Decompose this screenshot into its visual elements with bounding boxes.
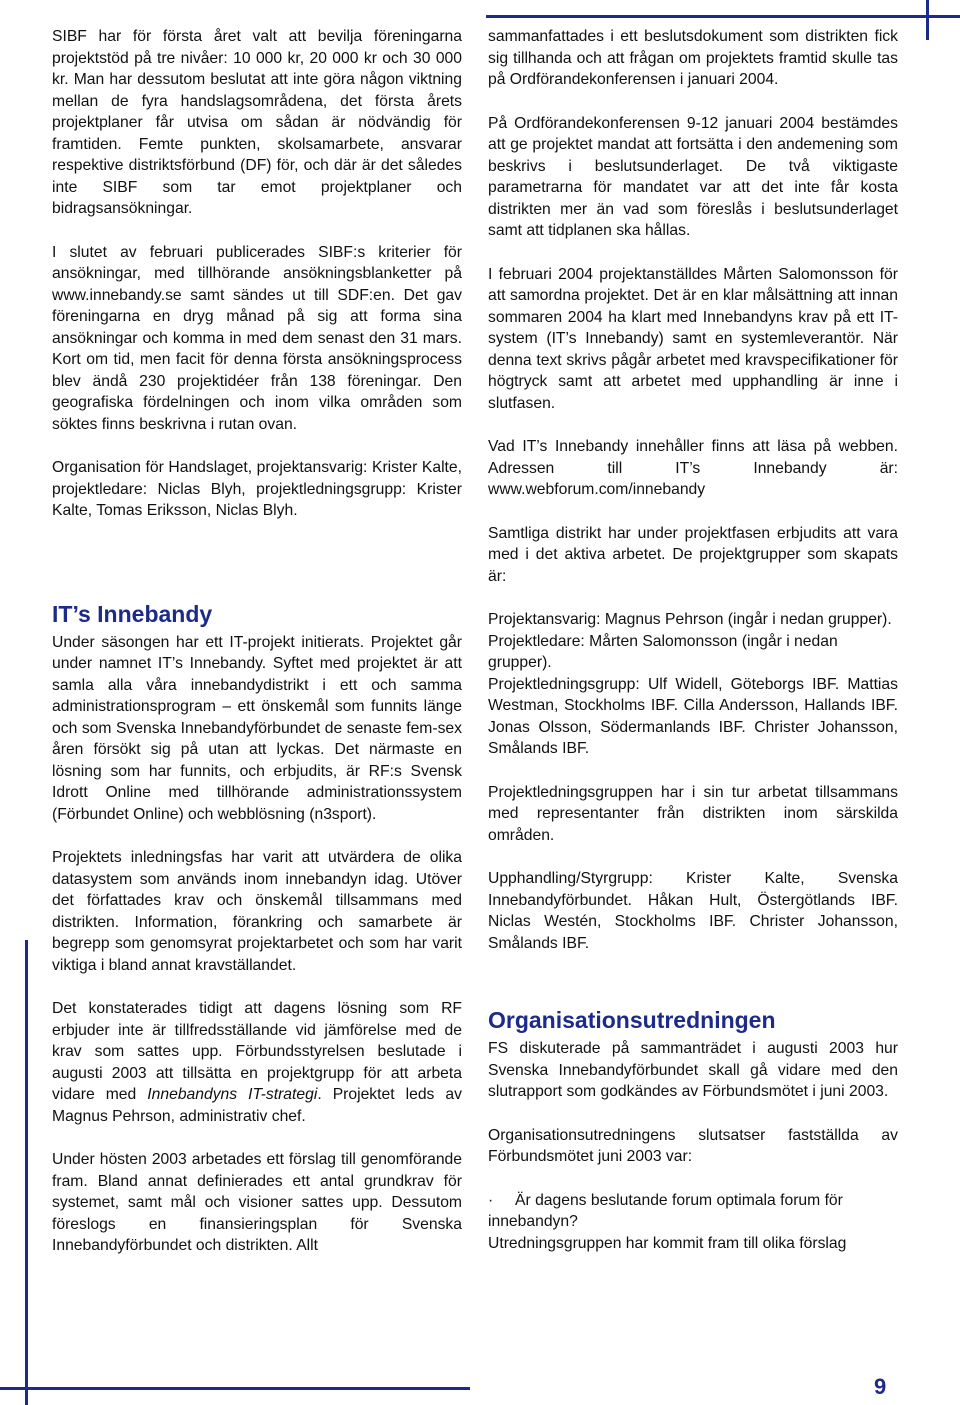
paragraph-hosten-2003: Under hösten 2003 arbetades ett förslag till genomförande fram. Bland annat definierades ett antal grundkrav för systemet, samt mål och visioner sattes upp. Dessutom föreslogs en finansieringsplan för Svenska Innebandyförbundet och distrikten. Allt (52, 1151, 462, 1254)
paragraph-beslutsdokument: sammanfattades i ett beslutsdokument som distrikten fick sig tillhanda och att frågan om projektets framtid skulle tas på Ordförandekonferensen i januari 2004. (488, 28, 898, 88)
paragraph-it-projekt: Under säsongen har ett IT-projekt initierats. Projektet går under namnet IT’s Innebandy. Syftet med projektet är att samla alla våra innebandydistrikt i ett och samma administrationsprogram – ett önskemål som funnits länge och som Svenska Innebandyförbundet de senaste fem-sex åren försökt sig på utan att lyckas. Det närmaste en lösning som har funnits, och erbjudits, är RF:s Svensk Idrott Online med tillhörande administrationssystem (Förbundet Online) och webblösning (n3sport). (52, 633, 462, 823)
paragraph-rf-losning-text: Det konstaterades tidigt att dagens lösning som RF erbjuder inte är tillfredsställande vid jämförelse med de krav som sattes upp. Förbundsstyrelsen beslutade i augusti 2003 att tillsätta en projektgrupp för att arbeta vidare med (52, 1000, 462, 1103)
paragraph-projektledare: Projektledare: Mårten Salomonsson (ingår i nedan grupper). (488, 632, 838, 671)
bullet-beslutande-forum: · Är dagens beslutande forum optimala forum för innebandyn? (488, 1191, 848, 1230)
it-strategi-italic: Innebandyns IT-strategi (147, 1086, 318, 1103)
paragraph-projektansvarig: Projektansvarig: Magnus Pehrson (ingår i nedan grupper). (488, 611, 892, 628)
paragraph-ordforandekonferensen: På Ordförandekonferensen 9-12 januari 2004 bestämdes att ge projektet mandat att fortsätta i den andemening som beskrivs i beslutsunderlaget. De två viktigaste parametrarna för mandatet var att det inte får kosta distrikten mer än vad som föreslås i beslutsunderlaget samt att tidplanen ska hållas. (488, 114, 898, 239)
right-column (488, 26, 898, 1254)
paragraph-organisation-handslaget: Organisation för Handslaget, projektansvarig: Krister Kalte, projektledare: Niclas Blyh, projektledningsgrupp: Krister Kalte, Tomas Eriksson, Niclas Blyh. (52, 459, 462, 519)
paragraph-fs-diskuterade: FS diskuterade på sammanträdet i augusti 2003 hur Svenska Innebandyförbundet skall gå vidare med den slutrapport som godkändes av Förbundsmötet i juni 2003. (488, 1040, 898, 1100)
paragraph-webben: Vad IT’s Innebandy innehåller finns att läsa på webben. Adressen till IT’s Innebandy är: www.webforum.com/innebandy (488, 438, 898, 498)
paragraph-inledningsfas: Projektets inledningsfas har varit att utvärdera de olika datasystem som används inom innebandyn idag. Utöver det författades krav och önskemål tillsammans med distrikten. Information, förankring och samarbete är begrepp som genomsyrat projektarbetet och som har varit viktiga i bland annat kravställandet. (52, 849, 462, 974)
section-heading-its-innebandy: IT’s Innebandy (52, 600, 213, 627)
paragraph-projektstod: SIBF har för första året valt att bevilja föreningarna projektstöd på tre nivåer: 10 000 kr, 20 000 kr och 30 000 kr. Man har dessutom beslutat att inte göra någon viktning mellan de fyra handslagsområdena, det första årets projektplaner får utvisa om sådan är nödvändig för framtiden. Femte punkten, skolsamarbete, ansvarar respektive distriktsförbund (DF) för, och där är det således inte SIBF som tar emot projektplaner och bidragsansökningar. (52, 28, 462, 217)
paragraph-rf-losning-end: . Projektet leds av Magnus Pehrson, administrativ chef. (52, 1086, 462, 1125)
paragraph-upphandling: Upphandling/Styrgrupp: Krister Kalte, Svenska Innebandyförbundet. Håkan Hult, Östergötlands IBF. Niclas Westén, Stockholms IBF. Christer Johansson, Smålands IBF. (488, 870, 898, 952)
paragraph-utredningsgruppen: Utredningsgruppen har kommit fram till olika förslag (488, 1234, 847, 1252)
top-right-vertical-rule (926, 0, 929, 40)
left-vertical-rule (25, 940, 28, 1405)
section-heading-organisationsutredningen: Organisationsutredningen (488, 1007, 776, 1033)
paragraph-projektanstallning: I februari 2004 projektanställdes Mårten Salomonsson för att samordna projektet. Det är en klar målsättning att innan sommaren 2004 ha klart med Innebandyns krav på ett IT-system (IT’s Innebandy) samt en systemleverantör. När denna text skrivs pågår arbetet med kravspecifikationer för högtryck samt att arbetet med upphandling är inne i slutfasen. (488, 265, 898, 412)
paragraph-representanter: Projektledningsgruppen har i sin tur arbetat tillsammans med representanter från distrikten inom särskilda områden. (488, 783, 898, 844)
left-column (52, 26, 462, 1279)
paragraph-projektgrupper: Samtliga distrikt har under projektfasen erbjudits att vara med i det aktiva arbetet. De projektgrupper som skapats är: (488, 524, 898, 585)
top-right-horizontal-rule (486, 15, 960, 18)
paragraph-rf-losning (52, 998, 462, 1127)
page-number: 9 (874, 1374, 887, 1399)
paragraph-projektledningsgrupp: Projektledningsgrupp: Ulf Widell, Göteborgs IBF. Mattias Westman, Stockholms IBF. Cilla Andersson, Hallands IBF. Jonas Olsson, Södermanlands IBF. Christer Johansson, Smålands IBF. (488, 675, 898, 757)
paragraph-kriterier: I slutet av februari publicerades SIBF:s kriterier för ansökningar, med tillhörande ansökningsblanketter på www.innebandy.se samt sändes ut till SDF:en. Det gav föreningarna en dryg månad på sig att forma sina ansökningar och komma in med dem senast den 31 mars. Kort om tid, men facit för denna första ansökningsprocess blev ändå 230 projektidéer från 138 föreningar. Den geografiska fördelningen och inom vilka områden som söktes finns beskrivna i rutan ovan. (52, 243, 462, 433)
bottom-left-horizontal-rule (0, 1387, 470, 1390)
paragraph-slutsatser: Organisationsutredningens slutsatser fastställda av Förbundsmötet juni 2003 var: (488, 1126, 898, 1165)
